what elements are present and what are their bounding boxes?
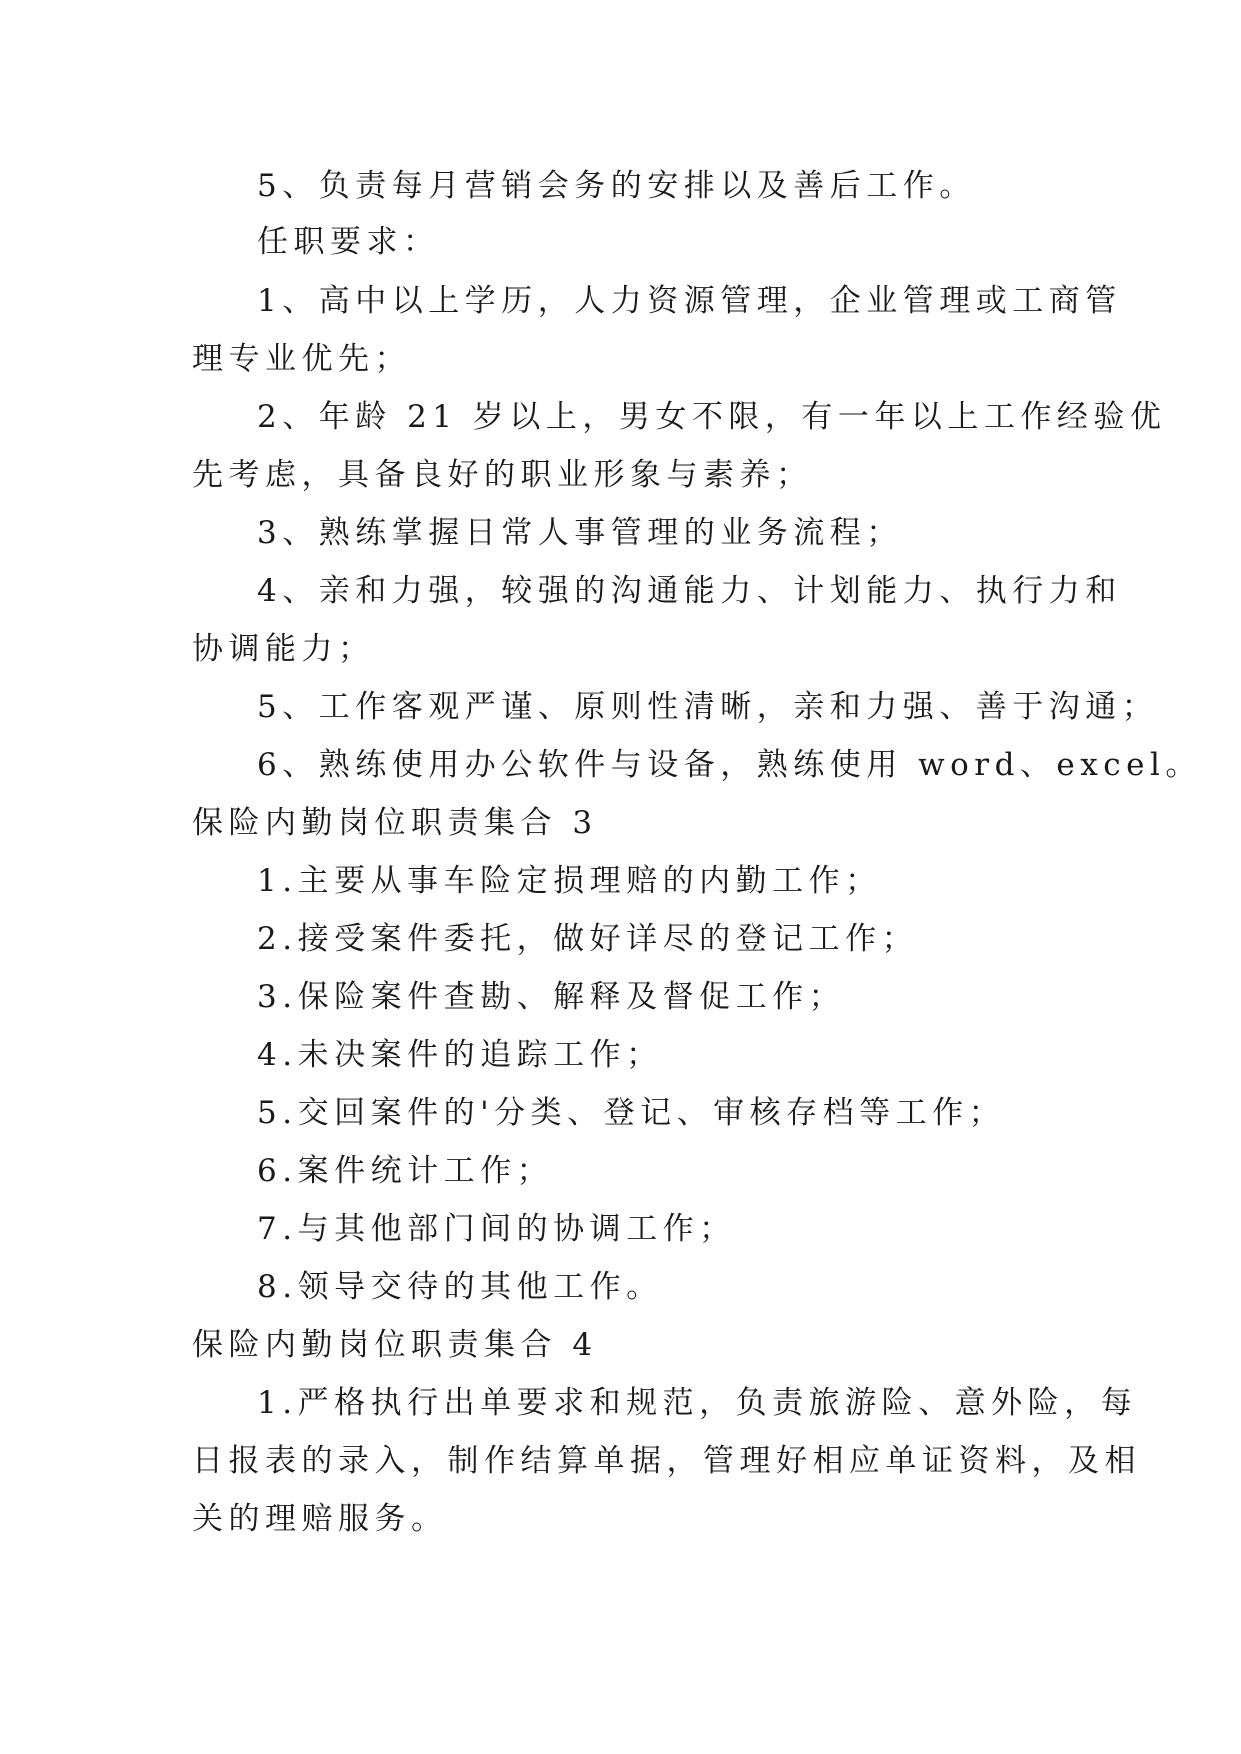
text-line: 3、熟练掌握日常人事管理的业务流程； (257, 515, 903, 551)
text-line: 5.交回案件的'分类、登记、审核存档等工作； (257, 1095, 1006, 1131)
text-line: 先考虑，具备良好的职业形象与素养； (192, 457, 813, 493)
text-line: 5、负责每月营销会务的安排以及善后工作。 (257, 168, 976, 204)
text-line: 4、亲和力强，较强的沟通能力、计划能力、执行力和 (257, 573, 1122, 609)
text-line: 8.领导交待的其他工作。 (257, 1269, 663, 1305)
section-heading: 保险内勤岗位职责集合 3 (192, 805, 598, 841)
text-line: 6、熟练使用办公软件与设备，熟练使用 word、excel。 (257, 747, 1202, 783)
text-line: 6.案件统计工作； (257, 1153, 554, 1189)
text-line: 理专业优先； (192, 341, 411, 377)
text-line: 5、工作客观严谨、原则性清晰，亲和力强、善于沟通； (257, 689, 1159, 725)
text-line: 1.严格执行出单要求和规范，负责旅游险、意外险，每 (257, 1385, 1138, 1421)
text-line: 3.保险案件查勘、解释及督促工作； (257, 979, 846, 1015)
section-heading: 保险内勤岗位职责集合 4 (192, 1327, 598, 1363)
text-line: 关的理赔服务。 (192, 1501, 448, 1537)
text-line: 2、年龄 21 岁以上，男女不限，有一年以上工作经验优 (257, 399, 1167, 435)
text-line: 1.主要从事车险定损理赔的内勤工作； (257, 863, 882, 899)
text-line: 任职要求： (257, 224, 440, 260)
text-line: 7.与其他部门间的协调工作； (257, 1211, 736, 1247)
text-line: 2.接受案件委托，做好详尽的登记工作； (257, 921, 919, 957)
text-line: 协调能力； (192, 631, 375, 667)
text-line: 1、高中以上学历，人力资源管理，企业管理或工商管 (257, 283, 1122, 319)
text-line: 日报表的录入，制作结算单据，管理好相应单证资料，及相 (192, 1443, 1141, 1479)
text-line: 4.未决案件的追踪工作； (257, 1037, 663, 1073)
